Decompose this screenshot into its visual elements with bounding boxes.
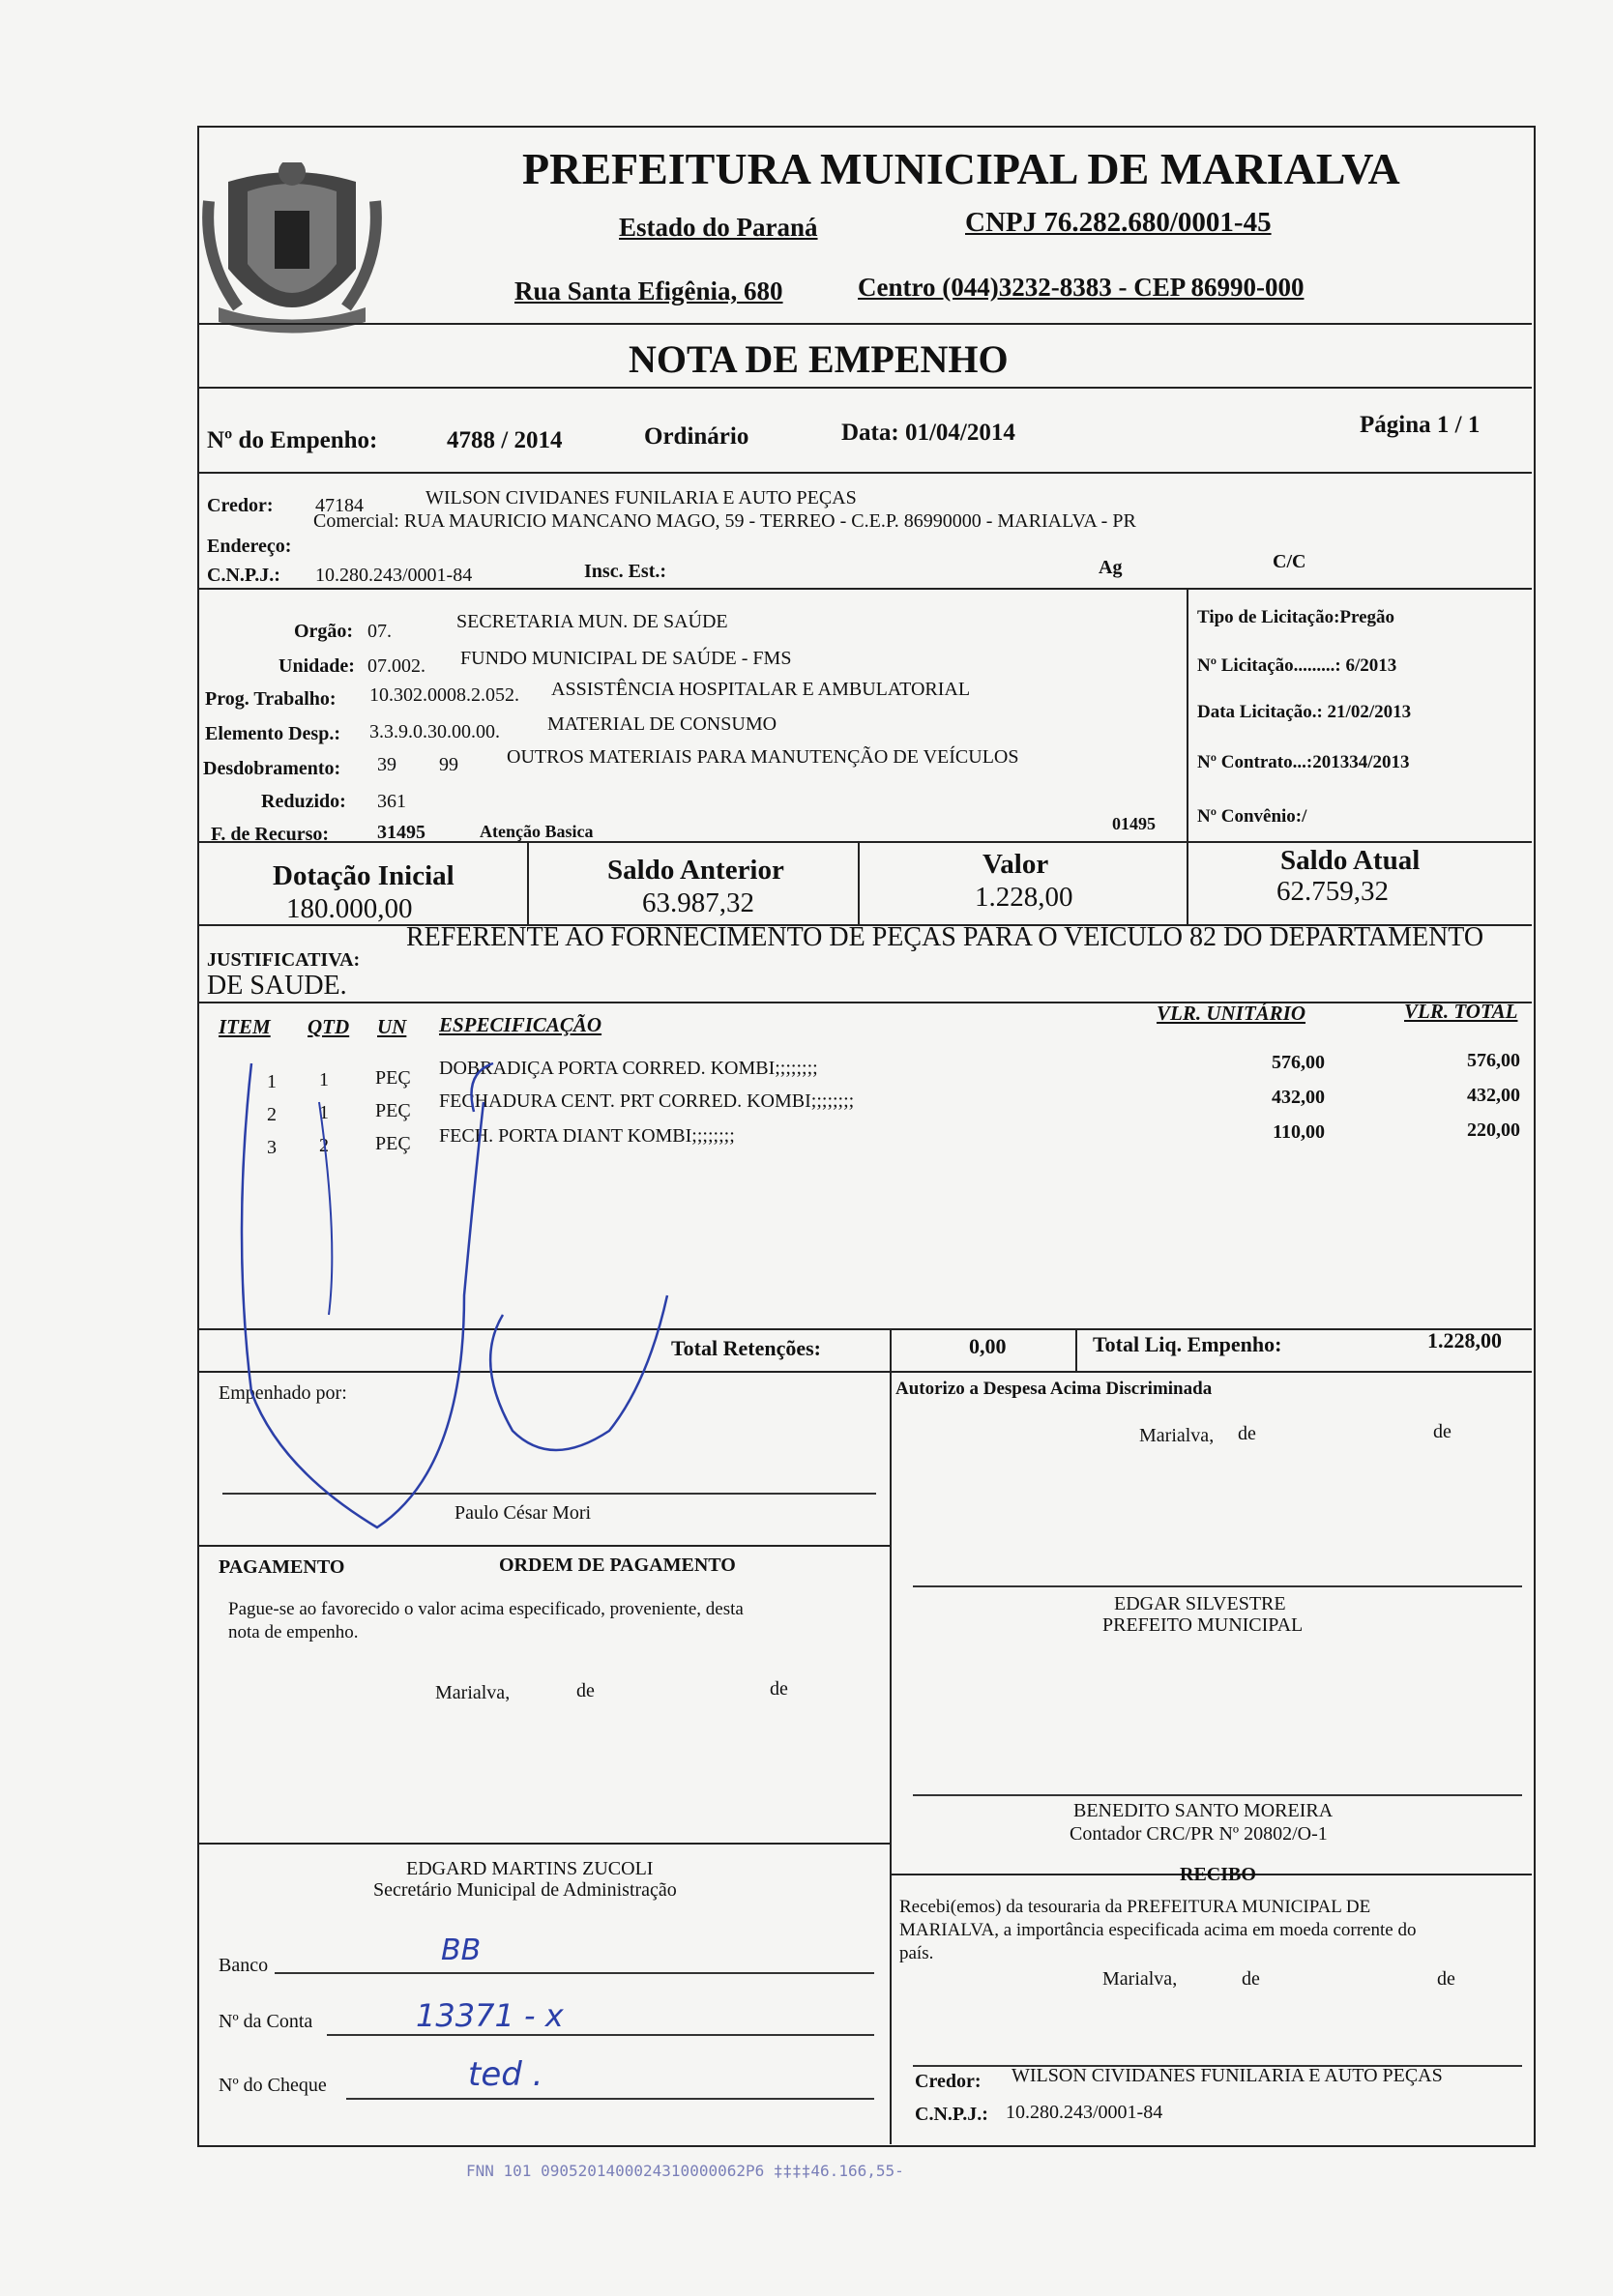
recurso-value: 31495: [377, 822, 425, 843]
credor-code: 47184: [315, 495, 364, 516]
empenho-number: 4788 / 2014: [447, 427, 563, 453]
desdobramento-b: 99: [439, 754, 458, 775]
header-district-phone: Centro (044)3232-8383 - CEP 86990-000: [858, 273, 1305, 302]
col-total-value: VLR. TOTAL: [1404, 1000, 1518, 1023]
liq-empenho-label: Total Liq. Empenho:: [1093, 1332, 1282, 1356]
contador-title: Contador CRC/PR Nº 20802/O-1: [1070, 1823, 1328, 1845]
item-spec: FECH. PORTA DIANT KOMBI;;;;;;;;: [439, 1125, 735, 1147]
item-number: 2: [267, 1104, 277, 1125]
recurso-label: F. de Recurso:: [211, 824, 330, 845]
header-title: PREFEITURA MUNICIPAL DE MARIALVA: [522, 144, 1400, 193]
liq-empenho-value: 1.228,00: [1427, 1328, 1502, 1352]
item-total-value: 576,00: [1467, 1050, 1520, 1071]
recibo-de1: de: [1242, 1968, 1260, 1990]
item-unit-value: 110,00: [1273, 1121, 1325, 1143]
conta-label: Nº da Conta: [219, 2011, 313, 2032]
saldo-atual-value: 62.759,32: [1276, 876, 1389, 907]
cnpj-label: C.N.P.J.:: [207, 565, 280, 586]
justificativa-line2: DE SAUDE.: [207, 971, 347, 1001]
empenho-date: Data: 01/04/2014: [841, 420, 1015, 446]
valor-value: 1.228,00: [975, 882, 1073, 913]
contador-name: BENEDITO SANTO MOREIRA: [1073, 1800, 1334, 1821]
conta-value: 13371 - x: [416, 1997, 564, 2034]
credor-label: Credor:: [207, 495, 274, 516]
prog-desc: ASSISTÊNCIA HOSPITALAR E AMBULATORIAL: [551, 679, 971, 700]
footer-code: FNN 101 0905201400024310000062P6 ‡‡‡‡46.166,55-: [466, 2162, 904, 2180]
retencoes-value: 0,00: [969, 1334, 1007, 1358]
prog-value: 10.302.0008.2.052.: [369, 684, 519, 706]
elemento-label: Elemento Desp.:: [205, 723, 340, 744]
item-un: PEÇ: [375, 1133, 411, 1154]
empenho-type: Ordinário: [644, 423, 749, 450]
cheque-value: ted .: [468, 2055, 543, 2094]
prefeito-title: PREFEITO MUNICIPAL: [1102, 1614, 1304, 1636]
cc-label: C/C: [1273, 551, 1306, 572]
unidade-desc: FUNDO MUNICIPAL DE SAÚDE - FMS: [460, 648, 792, 669]
unidade-label: Unidade:: [279, 655, 355, 677]
numero-licitacao: Nº Licitação.........: 6/2013: [1197, 655, 1397, 676]
credor-cnpj: 10.280.243/0001-84: [315, 565, 473, 586]
recibo-cnpj-label: C.N.P.J.:: [915, 2104, 988, 2125]
recibo-line1: Recebi(emos) da tesouraria da PREFEITURA MUNICIPAL DE: [899, 1897, 1371, 1917]
prog-label: Prog. Trabalho:: [205, 688, 337, 710]
justificativa-label: JUSTIFICATIVA:: [207, 949, 361, 971]
header-state: Estado do Paraná: [619, 213, 818, 242]
dotacao-inicial-value: 180.000,00: [286, 893, 413, 924]
elemento-desc: MATERIAL DE CONSUMO: [547, 713, 777, 735]
pagamento-label: PAGAMENTO: [219, 1556, 345, 1578]
autorizo-de2: de: [1433, 1421, 1452, 1442]
recibo-line3: país.: [899, 1943, 934, 1963]
saldo-anterior-label: Saldo Anterior: [607, 855, 784, 886]
desdobramento-label: Desdobramento:: [203, 758, 341, 779]
numero-convenio: Nº Convênio:/: [1197, 806, 1307, 827]
tipo-licitacao: Tipo de Licitação:Pregão: [1197, 607, 1395, 627]
empenho-number-label: Nº do Empenho:: [207, 427, 378, 453]
cheque-label: Nº do Cheque: [219, 2075, 327, 2096]
ag-label: Ag: [1099, 557, 1123, 578]
autorizo-city: Marialva,: [1139, 1425, 1215, 1446]
address-label: Endereço:: [207, 536, 292, 557]
pagamento-text2: nota de empenho.: [228, 1622, 359, 1642]
col-qtd: QTD: [308, 1015, 350, 1038]
desdobramento-desc: OUTROS MATERIAIS PARA MANUTENÇÃO DE VEÍCULOS: [507, 746, 1019, 768]
retencoes-label: Total Retenções:: [671, 1336, 821, 1360]
header-cnpj: CNPJ 76.282.680/0001-45: [965, 207, 1272, 238]
valor-label: Valor: [982, 849, 1049, 880]
recibo-credor-label: Credor:: [915, 2071, 982, 2092]
item-qtd: 1: [319, 1102, 329, 1123]
autorizo-label: Autorizo a Despesa Acima Discriminada: [895, 1379, 1213, 1399]
pagamento-text1: Pague-se ao favorecido o valor acima especificado, proveniente, desta: [228, 1599, 744, 1619]
handwritten-signature: [222, 1044, 725, 1547]
prefeito-name: EDGAR SILVESTRE: [1114, 1593, 1286, 1614]
item-qtd: 1: [319, 1069, 329, 1090]
item-number: 3: [267, 1137, 277, 1158]
item-number: 1: [267, 1071, 277, 1092]
ordem-pagamento-label: ORDEM DE PAGAMENTO: [499, 1555, 736, 1576]
desdobramento-a: 39: [377, 754, 396, 775]
item-qtd: 2: [319, 1135, 329, 1156]
elemento-value: 3.3.9.0.30.00.00.: [369, 721, 500, 742]
recibo-de2: de: [1437, 1968, 1455, 1990]
item-spec: DOBRADIÇA PORTA CORRED. KOMBI;;;;;;;;: [439, 1058, 818, 1079]
col-unit-value: VLR. UNITÁRIO: [1157, 1002, 1306, 1025]
item-unit-value: 576,00: [1272, 1052, 1325, 1073]
numero-contrato: Nº Contrato...:201334/2013: [1197, 752, 1410, 772]
banco-value: BB: [441, 1933, 482, 1967]
recibo-title: RECIBO: [1180, 1864, 1256, 1885]
credor-address: Comercial: RUA MAURICIO MANCANO MAGO, 59 - TERREO - C.E.P. 86990000 - MARIALVA - PR: [313, 510, 1136, 532]
page-indicator: Página 1 / 1: [1360, 412, 1481, 438]
pagamento-de2: de: [770, 1678, 788, 1700]
col-un: UN: [377, 1015, 407, 1038]
saldo-anterior-value: 63.987,32: [642, 887, 754, 918]
reduzido-value: 361: [377, 791, 406, 812]
banco-label: Banco: [219, 1955, 269, 1976]
document-title: NOTA DE EMPENHO: [629, 337, 1009, 381]
saldo-atual-label: Saldo Atual: [1280, 845, 1421, 876]
dotacao-inicial-label: Dotação Inicial: [273, 860, 455, 891]
recibo-line2: MARIALVA, a importância especificada acima em moeda corrente do: [899, 1920, 1417, 1940]
empenhado-label: Empenhado por:: [219, 1382, 347, 1404]
col-spec: ESPECIFICAÇÃO: [439, 1013, 602, 1036]
header-address: Rua Santa Efigênia, 680: [514, 276, 783, 305]
autorizo-de1: de: [1238, 1423, 1256, 1444]
reduzido-label: Reduzido:: [261, 791, 346, 812]
recibo-city: Marialva,: [1102, 1968, 1178, 1990]
secretario-title: Secretário Municipal de Administração: [373, 1879, 677, 1901]
justificativa-line1: REFERENTE AO FORNECIMENTO DE PEÇAS PARA O VEICULO 82 DO DEPARTAMENTO: [406, 922, 1484, 952]
item-total-value: 432,00: [1467, 1085, 1520, 1106]
item-unit-value: 432,00: [1272, 1087, 1325, 1108]
recurso-desc: Atenção Basica: [480, 822, 594, 841]
item-un: PEÇ: [375, 1100, 411, 1121]
unidade-value: 07.002.: [367, 655, 425, 677]
orgao-label: Orgão:: [294, 621, 354, 642]
item-total-value: 220,00: [1467, 1119, 1520, 1141]
secretario-name: EDGARD MARTINS ZUCOLI: [406, 1858, 654, 1879]
data-licitacao: Data Licitação.: 21/02/2013: [1197, 702, 1412, 722]
orgao-value: 07.: [367, 621, 392, 642]
item-un: PEÇ: [375, 1067, 411, 1089]
item-spec: FECHADURA CENT. PRT CORRED. KOMBI;;;;;;;;: [439, 1090, 855, 1112]
col-item: ITEM: [219, 1015, 271, 1038]
recibo-credor-name: WILSON CIVIDANES FUNILARIA E AUTO PEÇAS: [1012, 2065, 1443, 2086]
insc-est-label: Insc. Est.:: [584, 561, 667, 582]
empenhado-name: Paulo César Mori: [455, 1502, 592, 1524]
recurso-code: 01495: [1112, 814, 1156, 833]
pagamento-de1: de: [576, 1680, 595, 1701]
orgao-desc: SECRETARIA MUN. DE SAÚDE: [456, 611, 728, 632]
pagamento-city: Marialva,: [435, 1682, 511, 1703]
credor-name: WILSON CIVIDANES FUNILARIA E AUTO PEÇAS: [425, 487, 857, 509]
recibo-cnpj: 10.280.243/0001-84: [1006, 2102, 1163, 2123]
